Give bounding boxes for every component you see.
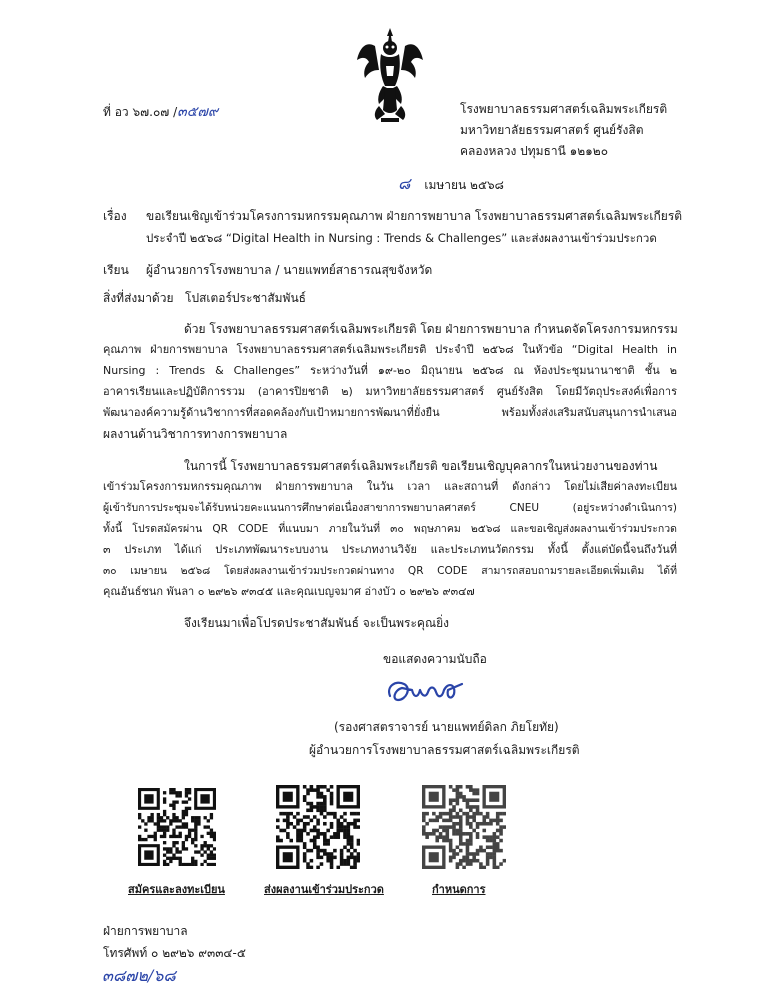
qr-code-register[interactable]	[138, 788, 216, 866]
para1-line-2: คุณภาพ ฝ่ายการพยาบาล โรงพยาบาลธรรมศาสตร์เฉลิมพระเกียรติ ประจำปี ๒๕๖๘ ในหัวข้อ “Digital Health in	[103, 343, 677, 356]
handwritten-reference: ๓๘๗๒/๖๘	[102, 966, 176, 985]
footer-department: ฝ่ายการพยาบาล	[103, 924, 188, 938]
enclosure-label: สิ่งที่ส่งมาด้วย	[103, 291, 174, 305]
org-line-3: คลองหลวง ปทุมธานี ๑๒๑๒๐	[460, 144, 609, 158]
org-line-2: มหาวิทยาลัยธรรมศาสตร์ ศูนย์รังสิต	[460, 123, 644, 137]
qr-label-schedule: กำหนดการ	[432, 883, 486, 896]
para2-line-4: ทั้งนี้ โปรดสมัครผ่าน QR CODE ที่แนบมา ภายในวันที่ ๓๐ พฤษภาคม ๒๕๖๘ และขอเชิญส่งผลงานเข้าร่วมประกวด	[103, 523, 677, 535]
qr-label-register: สมัครและลงทะเบียน	[128, 883, 225, 896]
regards: ขอแสดงความนับถือ	[383, 652, 487, 666]
qr-code-schedule[interactable]	[422, 785, 506, 869]
date-month-year: เมษายน ๒๕๖๘	[424, 178, 504, 192]
para1-line-4: อาคารเรียนและปฏิบัติการรวม (อาคารปิยชาติ ๒) มหาวิทยาลัยธรรมศาสตร์ ศูนย์รังสิต โดยมีวัตถุประสงค์เพื่อการ	[103, 385, 677, 398]
footer-phone: โทรศัพท์ ๐ ๒๙๒๖ ๙๓๓๔-๕	[103, 946, 246, 960]
para1-line-3: Nursing : Trends & Challenges” ระหว่างวันที่ ๑๙-๒๐ มิถุนายน ๒๕๖๘ ณ ห้องประชุมนานาชาติ ชั้น ๒	[103, 364, 677, 377]
para2-line-7: คุณอันธ์ชนก พันลา ๐ ๒๙๒๖ ๙๓๔๕ และคุณเบญจมาศ อ่างบัว ๐ ๒๙๒๖ ๙๓๔๗	[103, 585, 475, 598]
para2-line-6: ๓๐ เมษายน ๒๕๖๘ โดยส่งผลงานเข้าร่วมประกวดผ่านทาง QR CODE สามารถสอบถามรายละเอียดเพิ่มเติม ได้ที่	[103, 565, 677, 577]
handwritten-signature	[382, 674, 468, 710]
document-number-handwritten: ๓๕๗๙	[177, 104, 219, 120]
para1-line-6: ผลงานด้านวิชาการทางการพยาบาล	[103, 427, 288, 441]
subject-line-1: ขอเรียนเชิญเข้าร่วมโครงการมหกรรมคุณภาพ ฝ่ายการพยาบาล โรงพยาบาลธรรมศาสตร์เฉลิมพระเกียรติ	[146, 209, 683, 223]
closing-sentence: จึงเรียนมาเพื่อโปรดประชาสัมพันธ์ จะเป็นพระคุณยิ่ง	[184, 616, 449, 630]
subject-label: เรื่อง	[103, 209, 127, 223]
signatory-name: (รองศาสตราจารย์ นายแพทย์ดิลก ภิยโยทัย)	[334, 720, 559, 734]
para2-line-3: ผู้เข้ารับการประชุมจะได้รับหน่วยคะแนนการศึกษาต่อเนื่องสาขาการพยาบาลศาสตร์ CNEU (อยู่ระหว่างดำเนินการ)	[103, 502, 677, 514]
para2-line-2: เข้าร่วมโครงการมหกรรมคุณภาพ ฝ่ายการพยาบาล ในวัน เวลา และสถานที่ ดังกล่าว โดยไม่เสียค่าลงทะเบียน	[103, 480, 677, 493]
date-day-handwritten: ๘	[398, 174, 411, 193]
document-number-prefix: ที่ อว ๖๗.๐๗ /	[103, 105, 178, 119]
para2-line-5: ๓ ประเภท ได้แก่ ประเภทพัฒนาระบบงาน ประเภทงานวิจัย และประเภทนวัตกรรม ทั้งนี้ ตั้งแต่บัดนี้จนถึงวันที่	[103, 543, 677, 556]
subject-line-2: ประจำปี ๒๕๖๘ “Digital Health in Nursing : Trends & Challenges” และส่งผลงานเข้าร่วมประกวด	[146, 231, 657, 245]
signatory-position: ผู้อำนวยการโรงพยาบาลธรรมศาสตร์เฉลิมพระเกียรติ	[309, 743, 580, 757]
para1-line-5: พัฒนาองค์ความรู้ด้านวิชาการที่สอดคล้องกับเป้าหมายการพัฒนาที่ยั่งยืน พร้อมทั้งส่งเสริมสนับสนุนการนำเสนอ	[103, 406, 677, 419]
recipient-value: ผู้อำนวยการโรงพยาบาล / นายแพทย์สาธารณสุขจังหวัด	[146, 263, 433, 277]
qr-code-submission[interactable]	[276, 785, 360, 869]
document-number	[103, 104, 218, 120]
org-line-1: โรงพยาบาลธรรมศาสตร์เฉลิมพระเกียรติ	[460, 102, 668, 116]
recipient-label: เรียน	[103, 263, 129, 277]
document-date	[398, 176, 504, 193]
enclosure-value: โปสเตอร์ประชาสัมพันธ์	[185, 291, 306, 305]
para1-line-1: ด้วย โรงพยาบาลธรรมศาสตร์เฉลิมพระเกียรติ โดย ฝ่ายการพยาบาล กำหนดจัดโครงการมหกรรม	[184, 322, 678, 336]
para2-line-1: ในการนี้ โรงพยาบาลธรรมศาสตร์เฉลิมพระเกียรติ ขอเรียนเชิญบุคลากรในหน่วยงานของท่าน	[184, 459, 658, 473]
qr-label-submission: ส่งผลงานเข้าร่วมประกวด	[264, 883, 384, 896]
garuda-emblem	[355, 26, 425, 124]
